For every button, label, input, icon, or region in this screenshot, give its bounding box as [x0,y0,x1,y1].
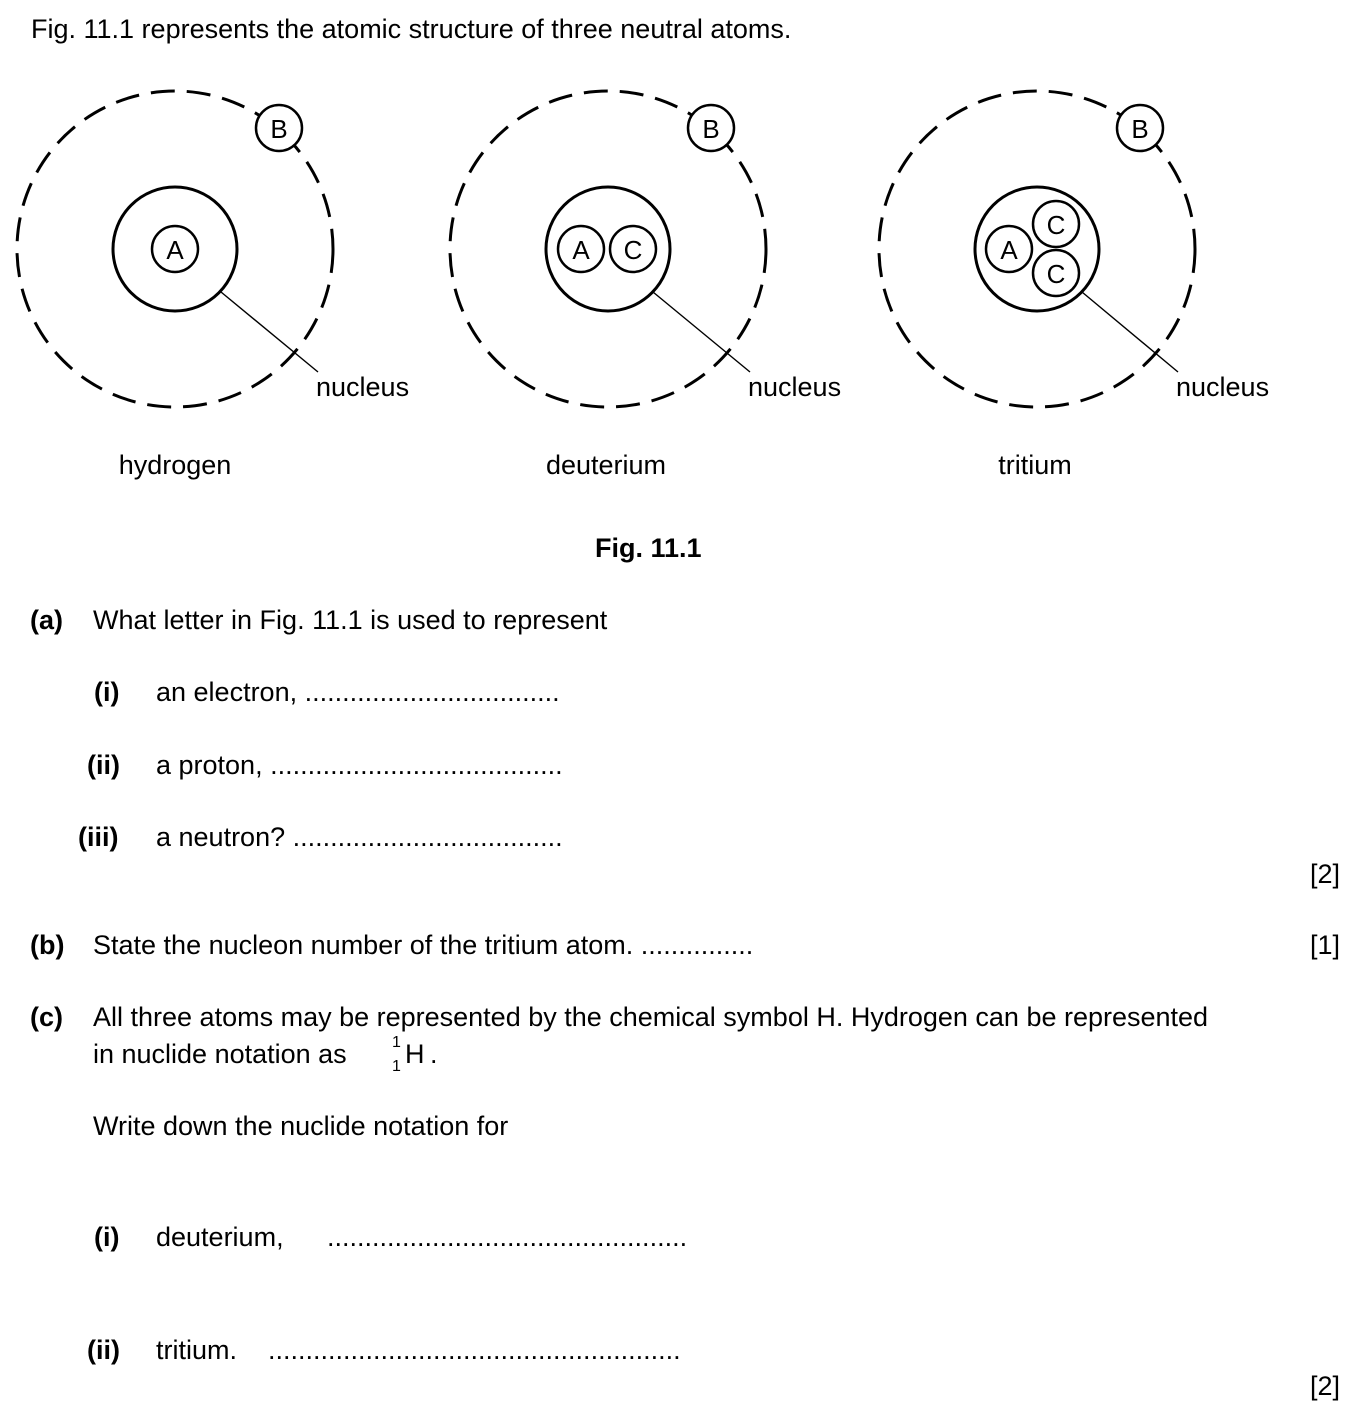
tritium-electron-letter: B [1131,114,1149,144]
part-a-iii-text[interactable]: a neutron? .................................... [156,822,563,852]
part-c-label: (c) [30,1002,63,1032]
part-c-i-answer-line[interactable]: ................................................ [327,1222,688,1252]
part-c-instruction: Write down the nuclide notation for [93,1111,509,1141]
nuclide-suffix: . [430,1039,438,1069]
tritium-name: tritium [998,450,1072,480]
part-a-label: (a) [30,605,63,635]
tritium-particle-a-letter: A [1000,235,1018,265]
deuterium-electron-letter: B [702,114,720,144]
nuclide-mass-number: 1 [392,1034,401,1051]
deuterium-particle-a-letter: A [572,235,590,265]
part-a-marks: [2] [1310,859,1341,889]
part-c-ii-name: tritium. [156,1335,237,1365]
part-a-ii-label: (ii) [87,750,120,780]
intro-text: Fig. 11.1 represents the atomic structure of three neutral atoms. [31,14,792,44]
part-c-i-name: deuterium, [156,1222,284,1252]
part-b-text[interactable]: State the nucleon number of the tritium atom. ............... [93,930,754,960]
nuclide-atomic-number: 1 [392,1058,401,1075]
part-b-label: (b) [30,930,65,960]
part-a-stem: What letter in Fig. 11.1 is used to represent [93,605,608,635]
tritium-particle-c1-letter: C [1046,210,1066,240]
tritium-nucleus [975,187,1099,311]
nuclide-symbol: H [405,1039,425,1069]
deuterium-nucleus-label: nucleus [748,372,842,402]
figure-caption: Fig. 11.1 [595,533,702,563]
tritium-nucleus-label: nucleus [1176,372,1270,402]
hydrogen-name: hydrogen [118,450,232,480]
part-a-iii-label: (iii) [78,822,119,852]
part-a-i-text[interactable]: an electron, .................................. [156,677,560,707]
part-c-i-label: (i) [94,1222,120,1252]
part-c-line1: All three atoms may be represented by the chemical symbol H. Hydrogen can be represented [93,1002,1209,1032]
hydrogen-particle-a-letter: A [166,235,184,265]
deuterium-nucleus [546,187,670,311]
part-b-marks: [1] [1310,930,1341,960]
part-c-ii-answer-line[interactable]: ....................................................... [268,1335,681,1365]
hydrogen-nucleus-label: nucleus [316,372,410,402]
deuterium-leader-line [653,292,750,372]
hydrogen-leader-line [221,292,318,372]
tritium-leader-line [1082,292,1178,372]
part-c-marks: [2] [1310,1371,1341,1401]
part-c-ii-label: (ii) [87,1335,120,1365]
deuterium-name: deuterium [545,450,667,480]
part-c-line2: in nuclide notation as [93,1039,347,1069]
atom-figure [0,60,1359,500]
hydrogen-electron-letter: B [270,114,288,144]
deuterium-particle-c-letter: C [623,235,643,265]
part-a-i-label: (i) [94,677,120,707]
part-a-ii-text[interactable]: a proton, ....................................... [156,750,563,780]
tritium-particle-c2-letter: C [1046,259,1066,289]
